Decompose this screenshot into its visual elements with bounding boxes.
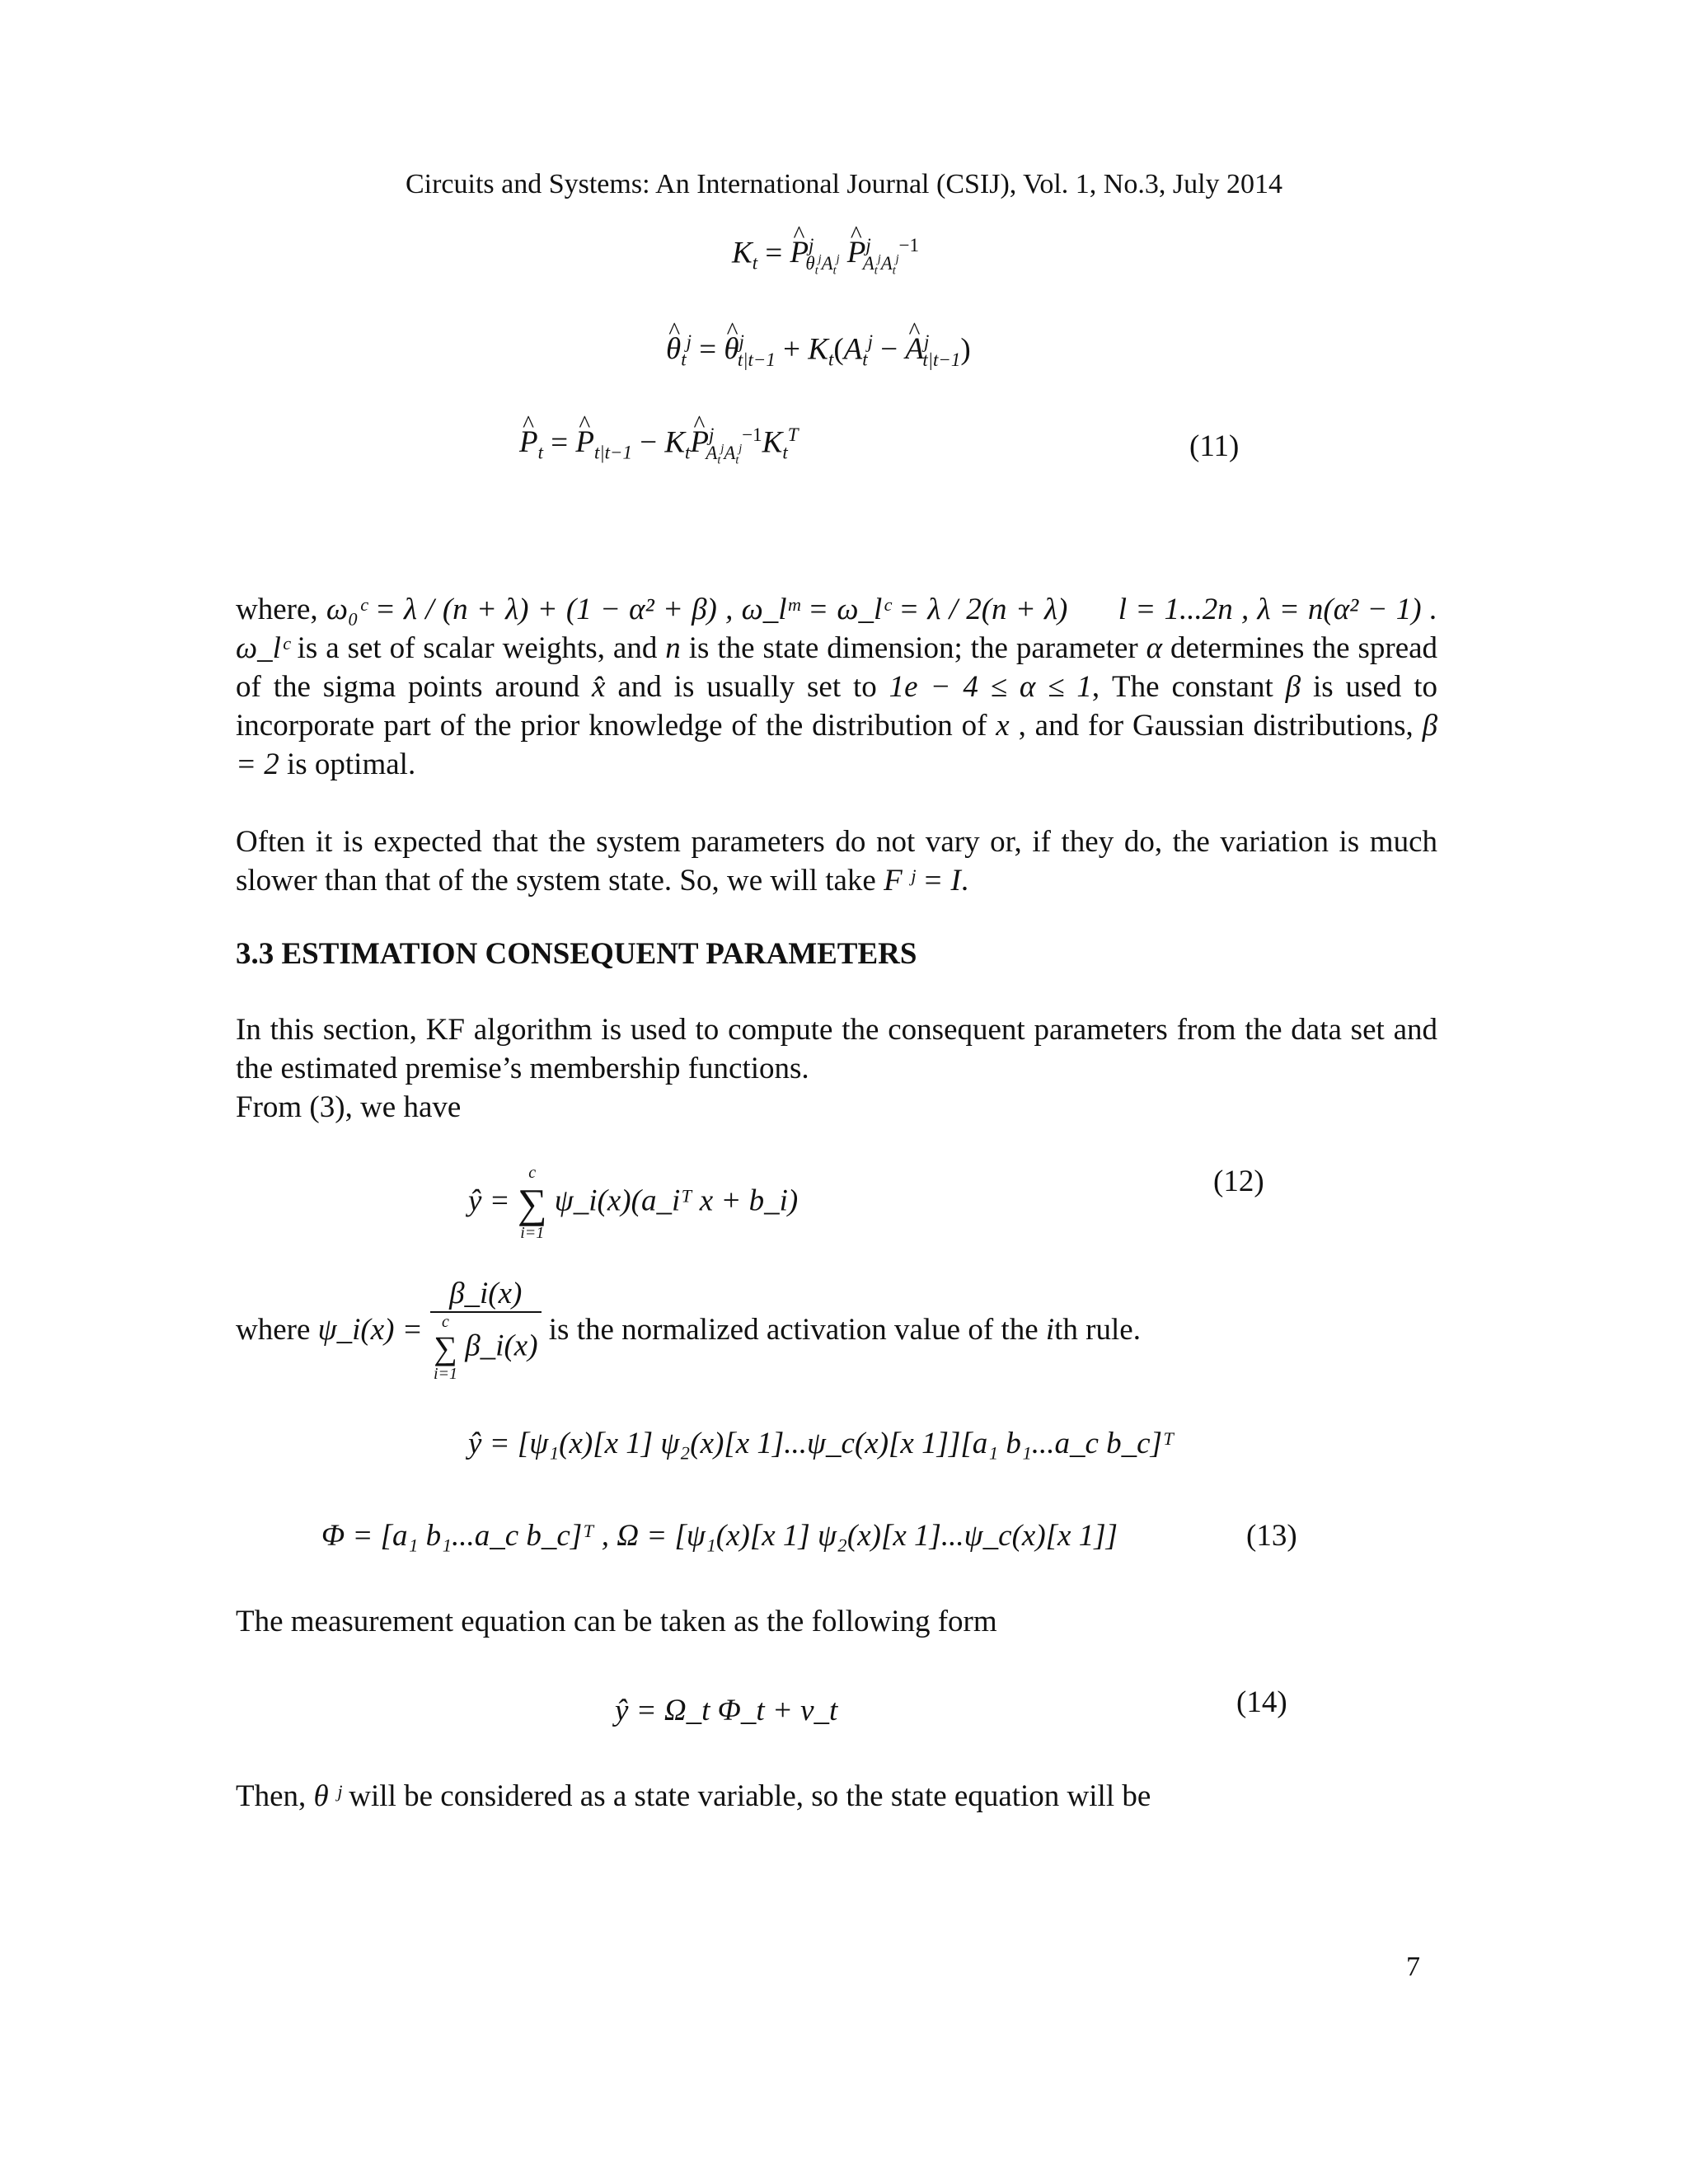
omega-definition: Ω = [ψ₁(x)[x 1] ψ₂(x)[x 1]...ψ_c(x)[x 1]] bbox=[617, 1519, 1118, 1553]
text-fragment: , and for Gaussian distributions, bbox=[1018, 709, 1414, 743]
paragraph-kf-algorithm bbox=[236, 1010, 1437, 1127]
equation-covariance-update: ^ $P_t$ = ^ $P_{t|t-1}$ − $K_t\^{}$ $P^j_{A_t^jA_t^j}^{-1}K_t^T$ bbox=[519, 424, 798, 467]
omega-symbol: ω_lᶜ bbox=[236, 631, 289, 665]
page-number: 7 bbox=[1406, 1952, 1420, 1982]
text-fragment: In this section, KF algorithm is used to compute the consequent parameters from the data set and the estimated premise’s membership functions. bbox=[236, 1013, 1437, 1085]
state-variable-sentence bbox=[236, 1777, 1437, 1816]
sum-upper-limit: c bbox=[528, 1164, 537, 1182]
where-lead: where, bbox=[236, 593, 318, 626]
text-fragment: and is usually set to bbox=[617, 670, 877, 704]
paragraph-sigma-weights bbox=[236, 590, 1437, 784]
summation-icon: ∑ bbox=[517, 1180, 547, 1226]
i-symbol: i bbox=[1045, 1313, 1055, 1347]
x-symbol: x bbox=[996, 709, 1010, 743]
sum-lower-limit: i=1 bbox=[433, 1365, 457, 1383]
text-fragment: , The constant bbox=[1091, 670, 1273, 704]
text-fragment: where bbox=[236, 1313, 311, 1347]
text-fragment: is used to incorporate part of the prior knowledge of the distribution of bbox=[236, 670, 1438, 743]
eq12-body: ψ_i(x)(a_iᵀ x + b_i) bbox=[554, 1183, 799, 1218]
equation-12 bbox=[468, 1164, 798, 1243]
equation-number-11: (11) bbox=[1189, 429, 1240, 463]
eq12-lhs: ŷ = bbox=[468, 1183, 510, 1218]
text-fragment: is the normalized activation value of the bbox=[548, 1313, 1039, 1347]
equation-number-12: (12) bbox=[1213, 1165, 1264, 1198]
phi-definition: Φ = [a₁ b₁...a_c b_c]ᵀ , bbox=[321, 1519, 610, 1553]
psi-fraction bbox=[430, 1276, 542, 1384]
fraction-denominator bbox=[430, 1313, 542, 1384]
text-fragment: Then, bbox=[236, 1779, 307, 1813]
text-fragment: . bbox=[960, 864, 969, 898]
equation-kalman-gain: $K_t$ = ^ $P^j_{\theta_t^jA_t^j}$ ^ $P^j_{A_t^jA_t^j}^{-1}$ bbox=[732, 235, 919, 278]
journal-header: Circuits and Systems: An International Journal (CSIJ), Vol. 1, No.3, July 2014 bbox=[405, 169, 1283, 199]
equation-14: ŷ = Ω_t Φ_t + v_t bbox=[615, 1694, 838, 1727]
equation-theta-update: ^ $\theta_t^j$ = ^ $\theta^j_{t|t-1} + K_t(A_t^j$ − ^ $A^j_{t|t-1}$) bbox=[666, 331, 971, 371]
equation-number-13: (13) bbox=[1246, 1519, 1297, 1553]
summation-icon: ∑ bbox=[434, 1329, 457, 1366]
equation-yhat-matrix: ŷ = [ψ₁(x)[x 1] ψ₂(x)[x 1]...ψ_c(x)[x 1]][a₁ b₁...a_c b_c]ᵀ bbox=[468, 1427, 1175, 1460]
paragraph-parameters-variation bbox=[236, 823, 1437, 900]
text-fragment: th rule. bbox=[1054, 1313, 1141, 1347]
theta-symbol: θ ʲ bbox=[313, 1779, 342, 1813]
range-formula: l = 1...2n , λ = n(α² − 1) . bbox=[1118, 593, 1438, 626]
beta-symbol: β bbox=[1285, 670, 1301, 704]
sum-lower-limit: i=1 bbox=[520, 1224, 545, 1242]
text-fragment: is optimal. bbox=[286, 748, 416, 781]
measurement-sentence: The measurement equation can be taken as the following form bbox=[236, 1605, 997, 1638]
text-fragment: will be considered as a state variable, so the state equation will be bbox=[349, 1779, 1151, 1813]
text-fragment: From (3), we have bbox=[236, 1090, 462, 1124]
text-fragment: is the state dimension; the parameter bbox=[688, 631, 1138, 665]
psi-definition bbox=[236, 1276, 1141, 1384]
alpha-range: 1e − 4 ≤ α ≤ 1 bbox=[889, 670, 1092, 704]
n-symbol: n bbox=[665, 631, 681, 665]
text-fragment: Often it is expected that the system parameters do not vary or, if they do, the variation is much slower than that of the system state. So, we will take bbox=[236, 825, 1437, 898]
fraction-numerator: β_i(x) bbox=[430, 1276, 542, 1313]
equation-13 bbox=[321, 1518, 1118, 1554]
alpha-symbol: α bbox=[1146, 631, 1163, 665]
text-fragment: is a set of scalar weights, and bbox=[297, 631, 658, 665]
equation-number-14: (14) bbox=[1236, 1685, 1287, 1719]
section-heading: 3.3 ESTIMATION CONSEQUENT PARAMETERS bbox=[236, 937, 917, 971]
text-fragment: determines the spread of the sigma points around bbox=[236, 631, 1438, 704]
sum-upper-limit: c bbox=[442, 1313, 449, 1331]
psi-lhs: ψ_i(x) = bbox=[317, 1313, 423, 1347]
f-equals-i: F ʲ = I bbox=[884, 864, 961, 898]
xhat-symbol: x̂ bbox=[592, 670, 606, 704]
beta-value: β = 2 bbox=[236, 709, 1438, 781]
weights-formula: ω₀ᶜ = λ / (n + λ) + (1 − α² + β) , ω_lᵐ = ω_lᶜ = λ / 2(n + λ) bbox=[326, 593, 1068, 626]
denominator-term: β_i(x) bbox=[465, 1329, 538, 1363]
